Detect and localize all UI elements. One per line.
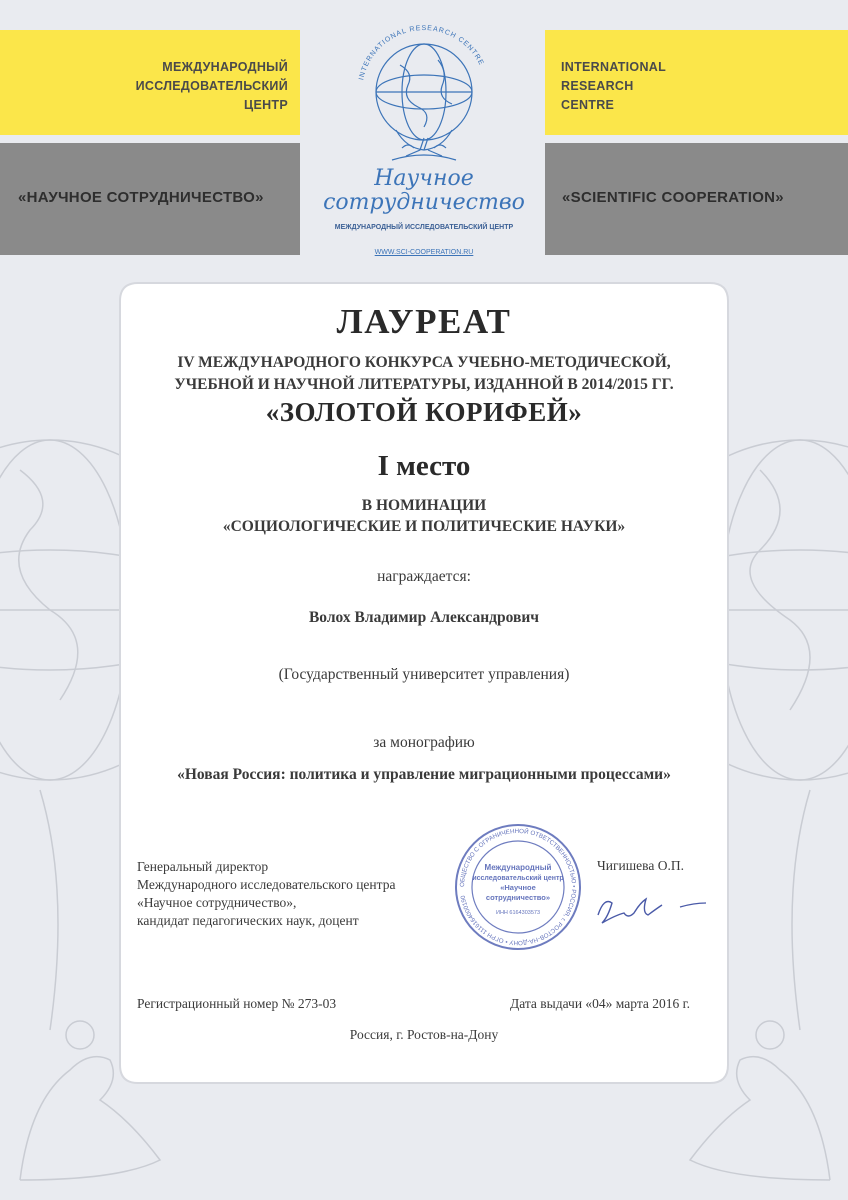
header-coop-ru: «НАУЧНОЕ СОТРУДНИЧЕСТВО» bbox=[18, 189, 264, 206]
logo-subtitle: МЕЖДУНАРОДНЫЙ ИССЛЕДОВАТЕЛЬСКИЙ ЦЕНТР bbox=[334, 224, 514, 231]
logo-arc-text: INTERNATIONAL RESEARCH CENTRE bbox=[358, 25, 485, 81]
nomination-label: В НОМИНАЦИИ bbox=[361, 497, 487, 514]
contest-line: IV МЕЖДУНАРОДНОГО КОНКУРСА УЧЕБНО-МЕТОДИЧЕСКОЙ, bbox=[177, 354, 671, 371]
header-ru-line: МЕЖДУНАРОДНЫЙ bbox=[162, 60, 288, 74]
header-ru-line: ИССЛЕДОВАТЕЛЬСКИЙ bbox=[135, 79, 288, 93]
work-title: «Новая Россия: политика и управление миграционными процессами» bbox=[177, 766, 671, 783]
director-line: «Научное сотрудничество», bbox=[137, 895, 297, 910]
director-line: кандидат педагогических наук, доцент bbox=[137, 913, 359, 928]
awarded-label: награждается: bbox=[377, 568, 471, 585]
signature bbox=[590, 885, 715, 930]
registration-number: Регистрационный номер № 273-03 bbox=[137, 996, 337, 1011]
nomination bbox=[120, 495, 728, 537]
header-en-line: INTERNATIONAL bbox=[561, 60, 667, 74]
recipient-name: Волох Владимир Александрович bbox=[308, 609, 540, 626]
stamp-inn: ИНН 6164303573 bbox=[495, 910, 541, 916]
stamp-center-line: «Научное bbox=[500, 883, 536, 892]
issue-location: Россия, г. Ростов-на-Дону bbox=[349, 1027, 499, 1042]
nomination-name: «СОЦИОЛОГИЧЕСКИЕ И ПОЛИТИЧЕСКИЕ НАУКИ» bbox=[222, 518, 626, 535]
director-line: Генеральный директор bbox=[137, 859, 269, 874]
contest-description bbox=[120, 352, 728, 396]
header-ru-line: ЦЕНТР bbox=[244, 98, 288, 112]
official-stamp bbox=[453, 822, 583, 952]
issue-date: Дата выдачи «04» марта 2016 г. bbox=[510, 996, 691, 1011]
director-line: Международного исследовательского центра bbox=[137, 877, 396, 892]
logo-title-line2: сотрудничество bbox=[323, 190, 525, 215]
contest-line: УЧЕБНОЙ И НАУЧНОЙ ЛИТЕРАТУРЫ, ИЗДАННОЙ В 2014/2015 ГГ. bbox=[174, 376, 674, 393]
stamp-center-line: Международный bbox=[484, 863, 552, 872]
header-en-line: CENTRE bbox=[561, 98, 615, 112]
stamp-center-line: исследовательский центр bbox=[472, 875, 564, 882]
stamp-outer-text: ОБЩЕСТВО С ОГРАНИЧЕННОЙ ОТВЕТСТВЕННОСТЬЮ • РОССИЯ, г. РОСТОВ-НА-ДОНУ • ОГРН 1116164000190 bbox=[458, 827, 578, 947]
logo-url-link[interactable]: WWW.SCI-COOPERATION.RU bbox=[374, 249, 474, 256]
header-center-name-en bbox=[561, 58, 666, 115]
for-label: за монографию bbox=[373, 734, 475, 751]
director-block bbox=[137, 858, 395, 930]
logo bbox=[318, 20, 530, 265]
header-coop-en: «SCIENTIFIC COOPERATION» bbox=[562, 189, 784, 206]
logo-title-line1: Научное bbox=[374, 166, 474, 191]
svg-text:INTERNATIONAL RESEARCH CENTRE bbox=[358, 25, 485, 81]
stamp-center-line: сотрудничество» bbox=[485, 893, 551, 902]
certificate-heading: ЛАУРЕАТ bbox=[336, 302, 512, 341]
place-title: I место bbox=[377, 450, 471, 482]
globe-tree-icon bbox=[318, 20, 530, 170]
award-name: «ЗОЛОТОЙ КОРИФЕЙ» bbox=[265, 397, 583, 427]
header-en-line: RESEARCH bbox=[561, 79, 634, 93]
signer-name: Чигишева О.П. bbox=[597, 858, 684, 873]
header-center-name-ru bbox=[28, 58, 288, 115]
recipient-organization: (Государственный университет управления) bbox=[278, 666, 570, 683]
